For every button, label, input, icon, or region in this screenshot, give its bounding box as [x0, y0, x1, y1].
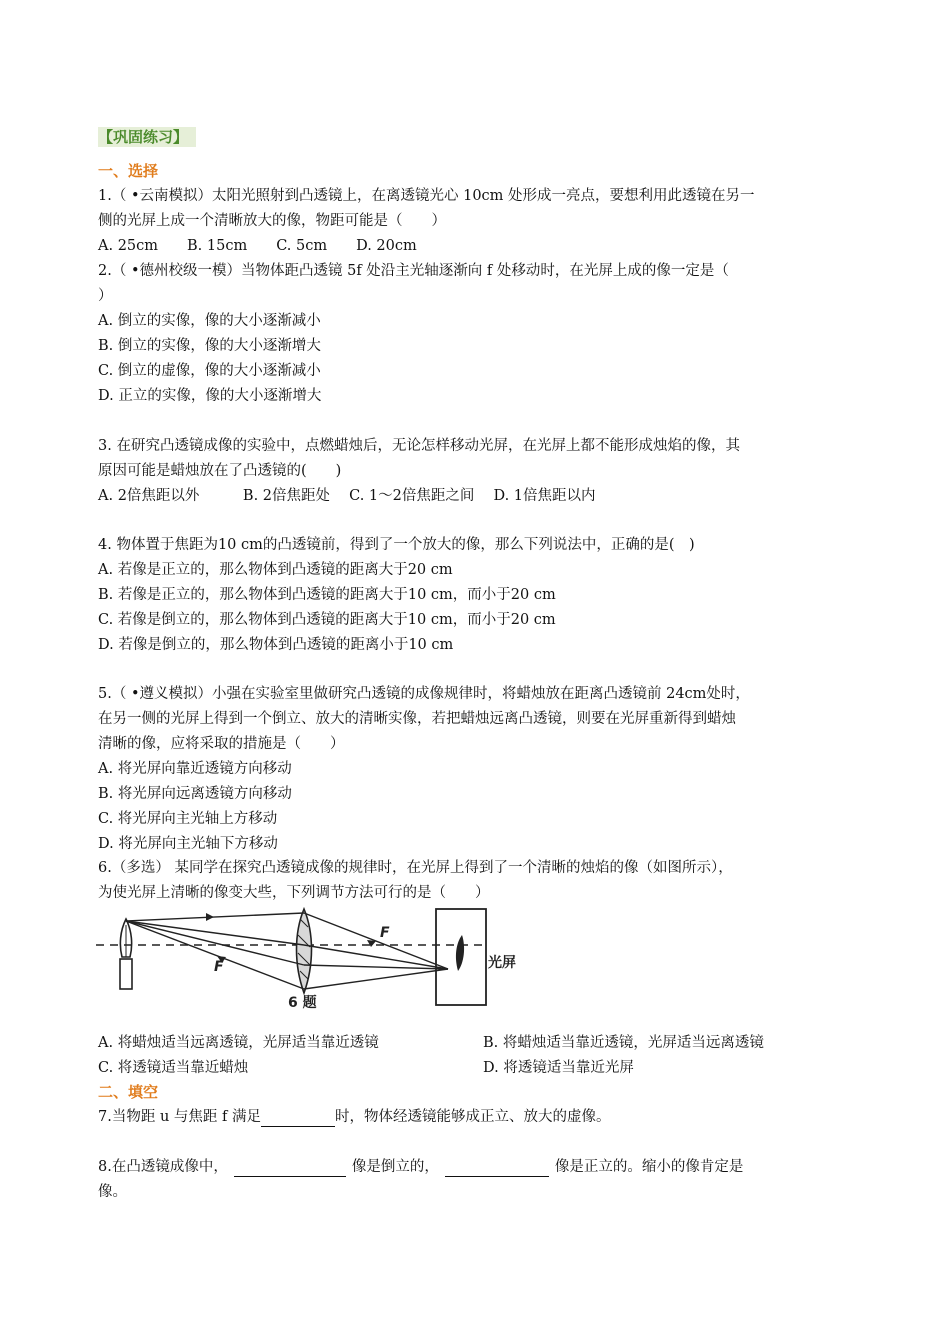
q5-line3: 清晰的像，应将采取的措施是（ ）	[98, 736, 345, 752]
q2-option-a: A. 倒立的实像，像的大小逐渐减小	[98, 313, 321, 329]
image-on-screen	[456, 935, 464, 971]
q2-option-b: B. 倒立的实像，像的大小逐渐增大	[98, 338, 321, 354]
section-choice: 一、选择	[98, 162, 159, 180]
light-rays	[126, 913, 448, 989]
q8-answer-blank-2[interactable]	[445, 1160, 549, 1177]
exercise-heading: 【巩固练习】	[98, 127, 196, 147]
candle-body	[120, 959, 132, 989]
q6-option-c: C. 将透镜适当靠近蜡烛	[98, 1060, 249, 1076]
q8-line1	[98, 1157, 743, 1177]
q8-text-part1: 8.在凸透镜成像中，	[98, 1159, 228, 1175]
q8-text-part3: 像是正立的。缩小的像肯定是	[554, 1159, 744, 1175]
q6-line2: 为使光屏上清晰的像变大些，下列调节方法可行的是（ ）	[98, 885, 490, 901]
q7-text-before: 7.当物距 u 与焦距 f 满足	[98, 1109, 261, 1125]
q2-option-c: C. 倒立的虚像，像的大小逐渐减小	[98, 363, 321, 379]
q7-line	[98, 1107, 610, 1127]
q4-option-b: B. 若像是正立的，那么物体到凸透镜的距离大于10 cm，而小于20 cm	[98, 587, 556, 603]
q5-option-c: C. 将光屏向主光轴上方移动	[98, 811, 278, 827]
lens-ray-diagram	[96, 905, 536, 1013]
q2-line1: 2.（ •德州校级一模）当物体距凸透镜 5f 处沿主光轴逐渐向 f 处移动时，在光屏上成的像一定是（	[98, 263, 729, 279]
q8-line2: 像。	[98, 1184, 127, 1200]
focus-label-lower: F	[214, 959, 224, 975]
q6-line1: 6.（多选） 某同学在探究凸透镜成像的规律时，在光屏上得到了一个清晰的烛焰的像（如图所示），	[98, 860, 733, 876]
q4-option-a: A. 若像是正立的，那么物体到凸透镜的距离大于20 cm	[98, 562, 453, 578]
q3-line1: 3. 在研究凸透镜成像的实验中，点燃蜡烛后，无论怎样移动光屏，在光屏上都不能形成烛焰的像，其	[98, 438, 740, 454]
q6-option-d: D. 将透镜适当靠近光屏	[483, 1060, 634, 1076]
q4-option-c: C. 若像是倒立的，那么物体到凸透镜的距离大于10 cm，而小于20 cm	[98, 612, 556, 628]
convex-lens	[297, 909, 312, 993]
section-fill: 二、填空	[98, 1083, 159, 1101]
q4-option-d: D. 若像是倒立的，那么物体到凸透镜的距离小于10 cm	[98, 637, 454, 653]
q5-option-a: A. 将光屏向靠近透镜方向移动	[98, 761, 292, 777]
q3-line2: 原因可能是蜡烛放在了凸透镜的( )	[98, 463, 342, 479]
q5-option-b: B. 将光屏向远离透镜方向移动	[98, 786, 292, 802]
focus-label-upper: F	[380, 925, 390, 941]
q2-line2: ）	[98, 288, 113, 304]
q8-answer-blank-1[interactable]	[234, 1160, 346, 1177]
q8-text-part2: 像是倒立的，	[351, 1159, 439, 1175]
q3-options: A. 2倍焦距以外 B. 2倍焦距处 C. 1～2倍焦距之间 D. 1倍焦距以内	[98, 488, 596, 504]
q1-line1: 1.（ •云南模拟）太阳光照射到凸透镜上，在离透镜光心 10cm 处形成一亮点，要想利用此透镜在另一	[98, 188, 755, 204]
q6-option-a: A. 将蜡烛适当远离透镜，光屏适当靠近透镜	[98, 1035, 379, 1051]
q5-line1: 5.（ •遵义模拟）小强在实验室里做研究凸透镜的成像规律时，将蜡烛放在距离凸透镜前 24cm处时，	[98, 686, 750, 702]
q5-option-d: D. 将光屏向主光轴下方移动	[98, 836, 278, 852]
q5-line2: 在另一侧的光屏上得到一个倒立、放大的清晰实像，若把蜡烛远离凸透镜，则要在光屏重新得到蜡烛	[98, 711, 736, 727]
q7-answer-blank[interactable]	[261, 1110, 335, 1127]
q1-line2: 侧的光屏上成一个清晰放大的像，物距可能是（ ）	[98, 213, 446, 229]
q2-option-d: D. 正立的实像，像的大小逐渐增大	[98, 388, 322, 404]
q4-line1: 4. 物体置于焦距为10 cm的凸透镜前，得到了一个放大的像，那么下列说法中，正确的是( )	[98, 537, 695, 553]
screen-label: 光屏	[488, 955, 516, 971]
figure-caption: 6 题	[288, 995, 317, 1011]
q7-text-after: 时，物体经透镜能够成正立、放大的虚像。	[334, 1109, 611, 1125]
q1-options: A. 25cm B. 15cm C. 5cm D. 20cm	[98, 238, 417, 254]
q6-option-b: B. 将蜡烛适当靠近透镜，光屏适当远离透镜	[483, 1035, 764, 1051]
